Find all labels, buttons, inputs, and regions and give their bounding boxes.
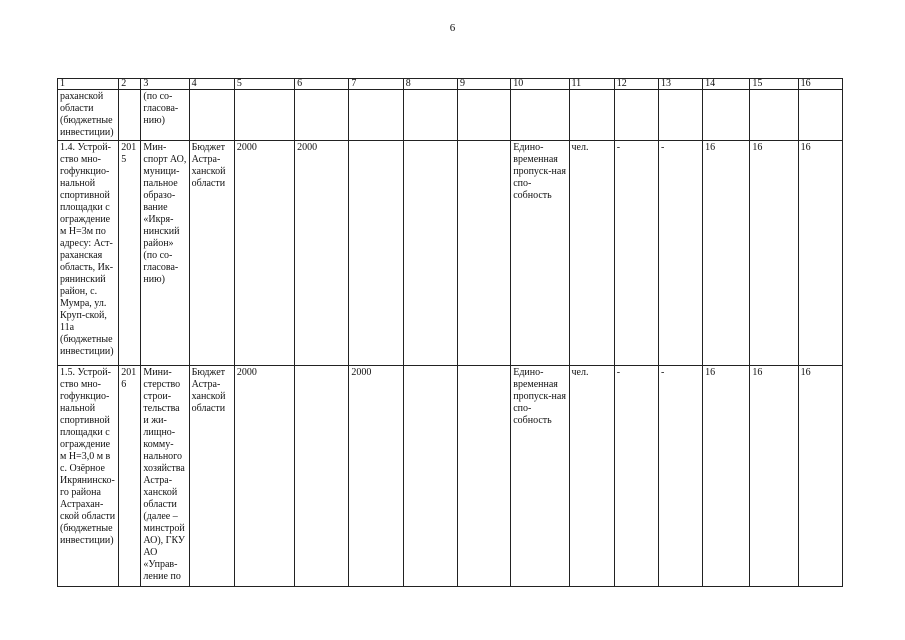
amount-cell	[295, 366, 349, 587]
indicator-cell: Едино-временная пропуск-ная спо-собность	[511, 366, 569, 587]
value-cell: 16	[703, 366, 750, 587]
value-cell: -	[614, 141, 658, 366]
value-cell	[750, 90, 798, 141]
amount-total-cell: 2000	[234, 366, 294, 587]
year-cell	[119, 90, 141, 141]
program-table	[57, 78, 843, 587]
column-number: 11	[569, 79, 614, 90]
year-cell: 2016	[119, 366, 141, 587]
page-number: 6	[449, 22, 456, 34]
value-cell: -	[658, 366, 702, 587]
unit-cell: чел.	[569, 141, 614, 366]
measure-name-cell: 1.5. Устрой-ство мно-гофункцио-нальной спортивной площадки с ограждением Н=3,0 м в с. Озёрное Икрянинско-го района Астрахан-ской области (бюджетные инвестиции)	[58, 366, 119, 587]
amount-cell	[457, 141, 510, 366]
value-cell	[658, 90, 702, 141]
amount-total-cell: 2000	[234, 141, 294, 366]
column-number: 6	[295, 79, 349, 90]
amount-cell: 2000	[295, 141, 349, 366]
amount-cell	[349, 90, 403, 141]
amount-cell	[403, 366, 457, 587]
funding-source-cell	[189, 90, 234, 141]
amount-cell	[295, 90, 349, 141]
column-number: 14	[703, 79, 750, 90]
table-row	[58, 90, 843, 141]
column-number: 5	[234, 79, 294, 90]
table-row	[58, 141, 843, 366]
value-cell	[614, 90, 658, 141]
measure-name-cell: раханской области (бюджетные инвестиции)	[58, 90, 119, 141]
amount-cell	[349, 141, 403, 366]
value-cell: 16	[703, 141, 750, 366]
funding-source-cell: Бюджет Астра-ханской области	[189, 366, 234, 587]
unit-cell	[569, 90, 614, 141]
amount-cell	[457, 366, 510, 587]
column-number: 10	[511, 79, 569, 90]
column-number: 9	[457, 79, 510, 90]
column-number: 7	[349, 79, 403, 90]
measure-name-cell: 1.4. Устрой-ство мно-гофункцио-нальной спортивной площадки с ограждением Н=3м по адресу: Аст-раханская область, Ик-рянинский район, с. Мумра, ул. Круп-ской, 11а (бюджетные инвестиции)	[58, 141, 119, 366]
year-cell: 2015	[119, 141, 141, 366]
column-number: 12	[614, 79, 658, 90]
executor-cell: Мин-спорт АО, муници-пальное образо-вание «Икря-нинский район» (по со-гласова-нию)	[141, 141, 189, 366]
value-cell: -	[614, 366, 658, 587]
value-cell	[798, 90, 842, 141]
amount-cell	[457, 90, 510, 141]
funding-source-cell: Бюджет Астра-ханской области	[189, 141, 234, 366]
indicator-cell: Едино-временная пропуск-ная спо-собность	[511, 141, 569, 366]
value-cell: 16	[750, 141, 798, 366]
column-number: 2	[119, 79, 141, 90]
amount-cell	[403, 90, 457, 141]
value-cell: 16	[798, 366, 842, 587]
value-cell: -	[658, 141, 702, 366]
column-number: 1	[58, 79, 119, 90]
unit-cell: чел.	[569, 366, 614, 587]
amount-total-cell	[234, 90, 294, 141]
amount-cell: 2000	[349, 366, 403, 587]
column-number: 15	[750, 79, 798, 90]
value-cell: 16	[798, 141, 842, 366]
value-cell	[703, 90, 750, 141]
amount-cell	[403, 141, 457, 366]
table-row	[58, 366, 843, 587]
column-number: 8	[403, 79, 457, 90]
column-number: 4	[189, 79, 234, 90]
column-number: 13	[658, 79, 702, 90]
executor-cell: Мини-стерство строи-тельства и жи-лищно-комму-нального хозяйства Астра-ханской области (далее – минстрой АО), ГКУ АО «Управ-ление по	[141, 366, 189, 587]
column-number: 3	[141, 79, 189, 90]
indicator-cell	[511, 90, 569, 141]
column-number: 16	[798, 79, 842, 90]
value-cell: 16	[750, 366, 798, 587]
executor-cell: (по со-гласова-нию)	[141, 90, 189, 141]
column-number-row	[58, 79, 843, 90]
